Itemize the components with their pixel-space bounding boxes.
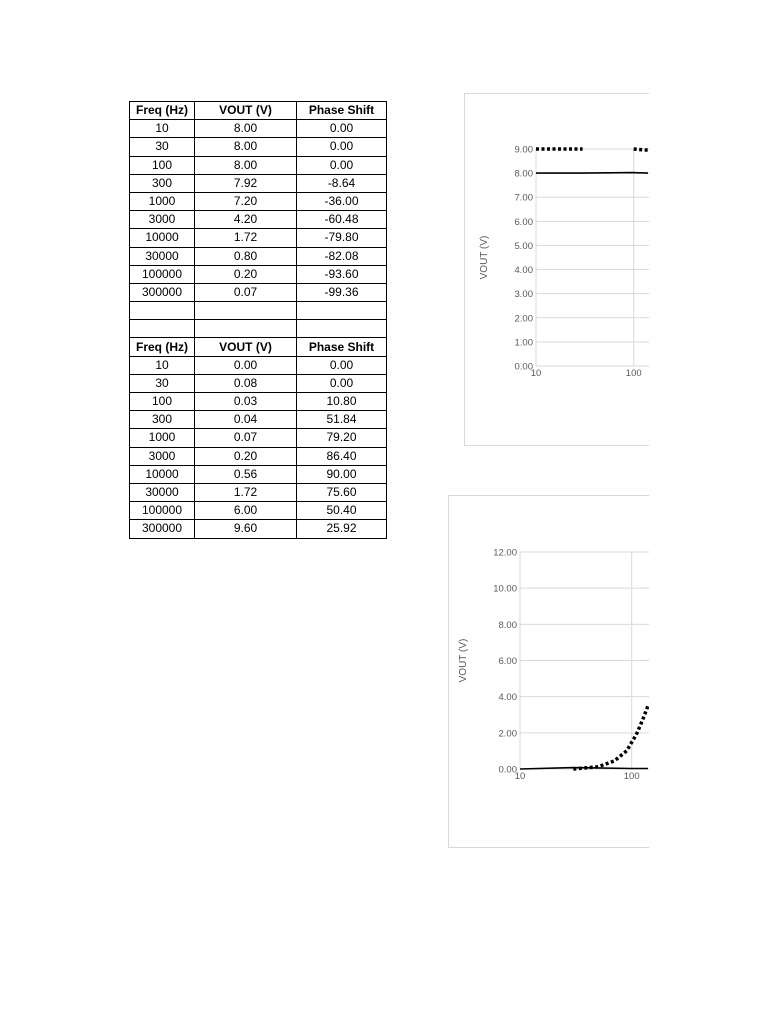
y-tick-label: 12.00 — [493, 547, 517, 559]
table-cell: 300 — [130, 411, 195, 429]
table-cell: 0.00 — [297, 356, 387, 374]
table-header-row — [130, 102, 387, 120]
table-cell: 4.20 — [195, 211, 297, 229]
table-cell: 90.00 — [297, 465, 387, 483]
table-row — [130, 229, 387, 247]
table-cell: 1.72 — [195, 483, 297, 501]
x-tick-label: 10 — [514, 771, 526, 782]
table-cell: -99.36 — [297, 283, 387, 301]
table-cell: 1.72 — [195, 229, 297, 247]
series-line-dotted — [634, 149, 648, 150]
table-cell: 300000 — [130, 520, 195, 538]
table-cell: 0.08 — [195, 374, 297, 392]
table-cell: 86.40 — [297, 447, 387, 465]
series-line-dotted — [573, 706, 648, 769]
table-row — [130, 483, 387, 501]
table-row — [130, 393, 387, 411]
table-cell: 30 — [130, 374, 195, 392]
table-spacer-row — [130, 302, 387, 320]
measurement-table — [129, 101, 387, 539]
y-tick-label: 4.00 — [514, 265, 533, 277]
table-cell: 0.00 — [297, 138, 387, 156]
table-row — [130, 265, 387, 283]
table-cell: 30000 — [130, 247, 195, 265]
table-spacer-row — [130, 320, 387, 338]
table-cell: 0.07 — [195, 283, 297, 301]
y-tick-label: 9.00 — [514, 144, 533, 156]
table-row — [130, 283, 387, 301]
table-empty-cell — [195, 302, 297, 320]
table-cell: 10 — [130, 120, 195, 138]
y-tick-label: 6.00 — [498, 656, 517, 667]
x-tick-label: 100 — [623, 771, 640, 782]
table-cell: 0.07 — [195, 429, 297, 447]
y-tick-label: 3.00 — [514, 289, 533, 301]
table-row — [130, 247, 387, 265]
table-header-row — [130, 338, 387, 356]
y-tick-label: 0.00 — [514, 361, 533, 373]
table-row — [130, 411, 387, 429]
y-tick-label: 6.00 — [514, 216, 533, 228]
table-cell: 8.00 — [195, 120, 297, 138]
table-cell: 300 — [130, 174, 195, 192]
table-empty-cell — [130, 320, 195, 338]
table-cell: 1000 — [130, 192, 195, 210]
y-axis-title: VOUT (V) — [479, 235, 490, 280]
table-header-cell: Phase Shift — [297, 338, 387, 356]
table-cell: -82.08 — [297, 247, 387, 265]
table-cell: 300000 — [130, 283, 195, 301]
y-tick-label: 4.00 — [498, 692, 517, 704]
chart-vout-highpass — [448, 495, 649, 848]
x-tick-label: 10 — [530, 368, 542, 379]
table-cell: 25.92 — [297, 520, 387, 538]
table-header-cell: Phase Shift — [297, 102, 387, 120]
table-cell: 7.92 — [195, 174, 297, 192]
table-cell: 50.40 — [297, 502, 387, 520]
table-cell: 0.03 — [195, 393, 297, 411]
table-empty-cell — [195, 320, 297, 338]
table-cell: 30 — [130, 138, 195, 156]
table-row — [130, 120, 387, 138]
y-tick-label: 5.00 — [514, 240, 533, 252]
y-tick-label: 1.00 — [514, 337, 533, 349]
table-cell: 0.20 — [195, 265, 297, 283]
table-cell: 10000 — [130, 465, 195, 483]
chart-vout-lowpass-svg — [465, 94, 649, 445]
table-header-cell: Freq (Hz) — [130, 102, 195, 120]
table-row — [130, 447, 387, 465]
table-cell: 100 — [130, 156, 195, 174]
table-row — [130, 356, 387, 374]
y-tick-label: 8.00 — [498, 619, 517, 631]
table-cell: 30000 — [130, 483, 195, 501]
table-row — [130, 192, 387, 210]
table-cell: -79.80 — [297, 229, 387, 247]
table-cell: 8.00 — [195, 156, 297, 174]
table-cell: 0.00 — [297, 156, 387, 174]
table-cell: 8.00 — [195, 138, 297, 156]
y-tick-label: 10.00 — [493, 583, 517, 595]
table-cell: -93.60 — [297, 265, 387, 283]
table-cell: 0.80 — [195, 247, 297, 265]
table-row — [130, 465, 387, 483]
chart-vout-lowpass — [464, 93, 649, 446]
table-cell: 1000 — [130, 429, 195, 447]
y-axis-title: VOUT (V) — [458, 638, 469, 683]
y-tick-label: 7.00 — [514, 192, 533, 204]
chart-vout-highpass-svg — [449, 496, 649, 847]
table-cell: 0.04 — [195, 411, 297, 429]
table-header-cell: Freq (Hz) — [130, 338, 195, 356]
table-empty-cell — [130, 302, 195, 320]
table-cell: 7.20 — [195, 192, 297, 210]
table-row — [130, 211, 387, 229]
x-tick-label: 100 — [625, 368, 642, 379]
table-cell: 10 — [130, 356, 195, 374]
table-row — [130, 156, 387, 174]
table-empty-cell — [297, 302, 387, 320]
table-cell: -60.48 — [297, 211, 387, 229]
table-cell: 79.20 — [297, 429, 387, 447]
table-cell: 10.80 — [297, 393, 387, 411]
table-row — [130, 174, 387, 192]
series-line-solid — [536, 173, 648, 174]
table-row — [130, 429, 387, 447]
table-cell: 75.60 — [297, 483, 387, 501]
table-cell: 51.84 — [297, 411, 387, 429]
table-cell: 100 — [130, 393, 195, 411]
table-cell: 10000 — [130, 229, 195, 247]
table-cell: 100000 — [130, 265, 195, 283]
table-cell: 6.00 — [195, 502, 297, 520]
y-tick-label: 2.00 — [514, 313, 533, 325]
table-header-cell: VOUT (V) — [195, 102, 297, 120]
table-cell: 0.00 — [297, 120, 387, 138]
table-row — [130, 138, 387, 156]
table-cell: 0.20 — [195, 447, 297, 465]
table-cell: -36.00 — [297, 192, 387, 210]
y-tick-label: 0.00 — [498, 764, 517, 776]
table-row — [130, 502, 387, 520]
table-row — [130, 374, 387, 392]
table-cell: 0.00 — [195, 356, 297, 374]
y-tick-label: 2.00 — [498, 728, 517, 740]
table-cell: 100000 — [130, 502, 195, 520]
table-cell: 9.60 — [195, 520, 297, 538]
table-header-cell: VOUT (V) — [195, 338, 297, 356]
table-cell: -8.64 — [297, 174, 387, 192]
table-row — [130, 520, 387, 538]
table-cell: 3000 — [130, 211, 195, 229]
table-cell: 0.56 — [195, 465, 297, 483]
y-tick-label: 8.00 — [514, 168, 533, 180]
table-empty-cell — [297, 320, 387, 338]
table-cell: 3000 — [130, 447, 195, 465]
table-cell: 0.00 — [297, 374, 387, 392]
